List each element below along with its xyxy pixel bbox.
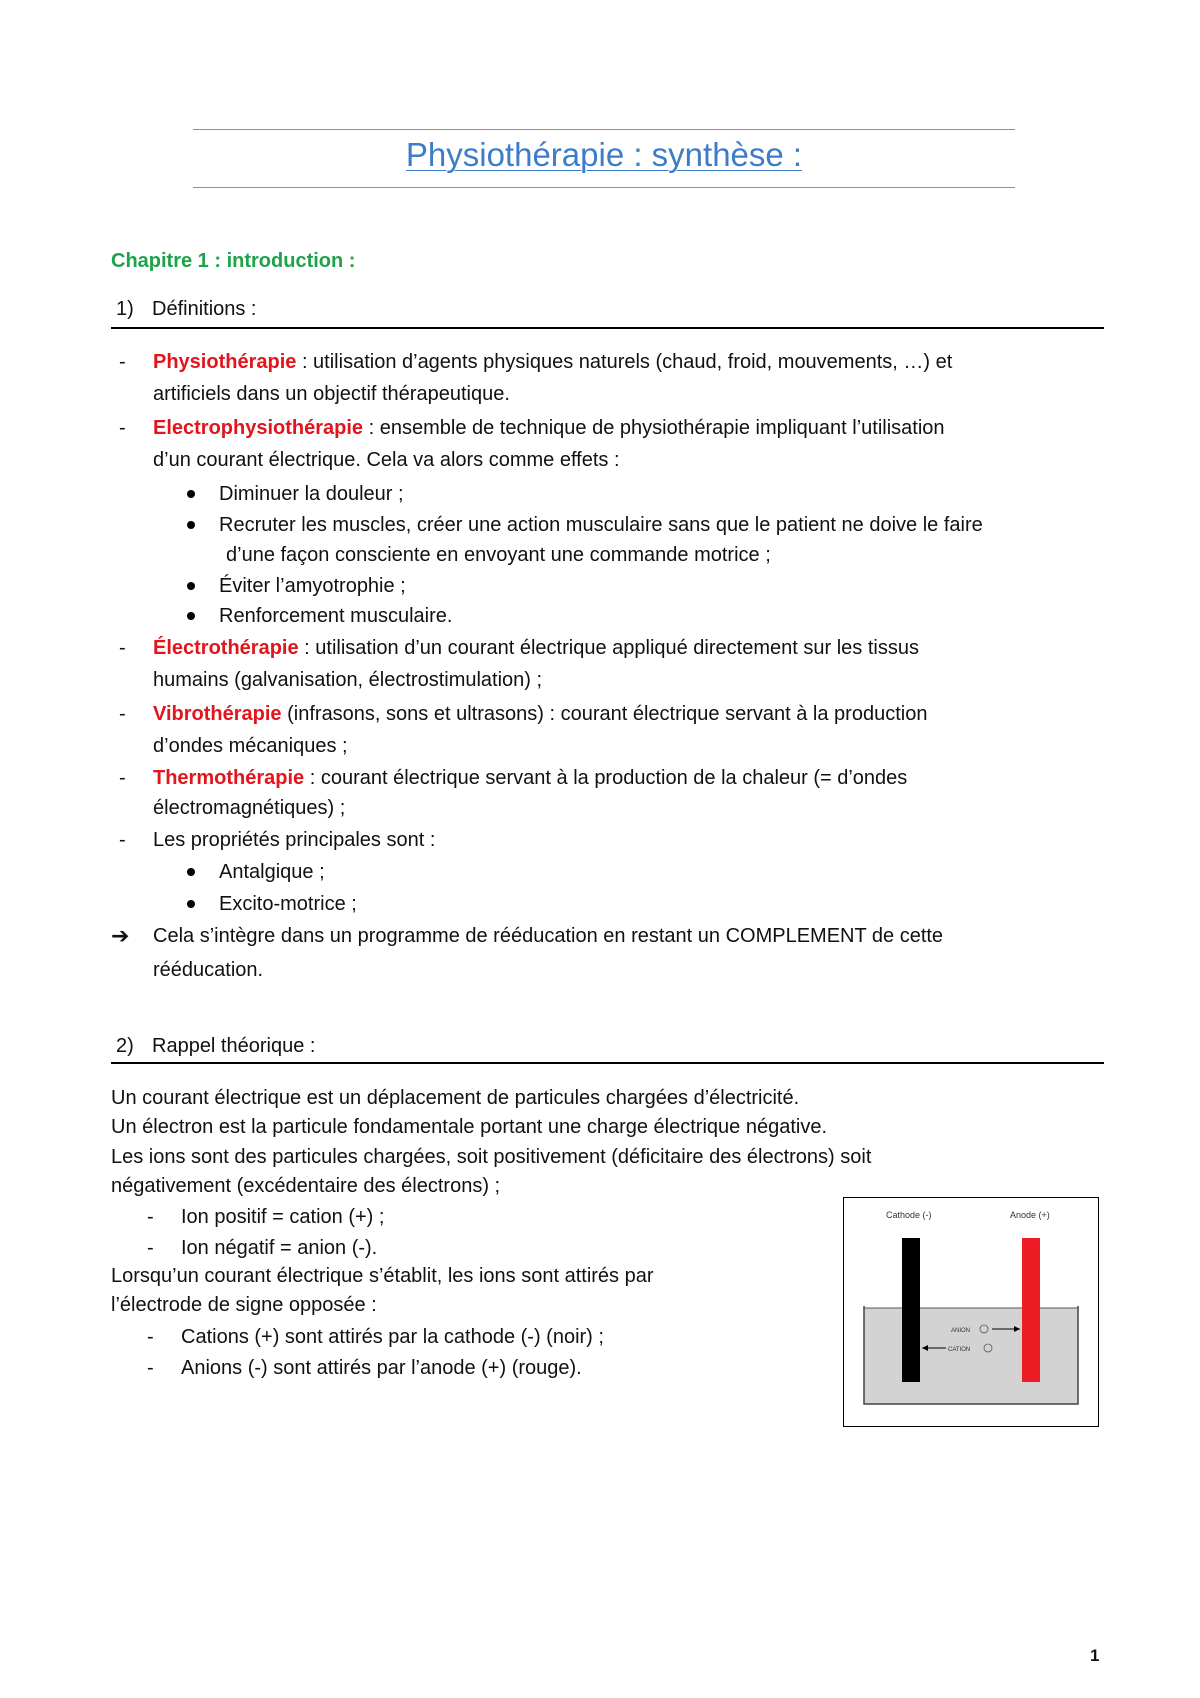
definition-text: : ensemble de technique de physiothérapie impliquant l’utilisation [363, 417, 945, 439]
definition-text: d’un courant électrique. Cela va alors comme effets : [153, 449, 620, 471]
theory-paragraph: Un courant électrique est un déplacement de particules chargées d’électricité. [111, 1087, 800, 1109]
title-rule-bottom [193, 187, 1015, 188]
definition-text: (infrasons, sons et ultrasons) : courant électrique servant à la production [281, 703, 928, 725]
conclusion-text: Cela s’intègre dans un programme de rééducation en restant un COMPLEMENT de cette [153, 925, 944, 947]
definition-text: électromagnétiques) ; [153, 797, 346, 819]
list-dash: - [147, 1357, 154, 1379]
effect-item: Éviter l’amyotrophie ; [219, 575, 406, 597]
section-number: 2) [116, 1035, 134, 1057]
definition-text: : utilisation d’agents physiques naturels (chaud, froid, mouvements, …) et [296, 351, 953, 373]
term-thermotherapie: Thermothérapie [153, 767, 305, 789]
definition-electrophysiotherapie [153, 416, 945, 440]
effect-item: Recruter les muscles, créer une action musculaire sans que le patient ne doive le faire [219, 514, 983, 536]
section-label: Définitions : [152, 298, 257, 320]
right-arrow-icon: ➔ [111, 923, 130, 948]
definition-electrotherapie [153, 636, 919, 660]
section-rule [111, 327, 1104, 329]
definition-text: : courant électrique servant à la production de la chaleur (= d’ondes [304, 767, 908, 789]
anode-electrode [1022, 1238, 1040, 1382]
term-vibrotherapie: Vibrothérapie [153, 703, 282, 725]
bullet-icon [187, 490, 195, 498]
definition-vibrotherapie [153, 702, 927, 726]
list-dash: - [147, 1237, 154, 1259]
definition-thermotherapie [153, 766, 907, 790]
title-rule-top [193, 129, 1015, 130]
list-dash: - [147, 1326, 154, 1348]
property-item: Antalgique ; [219, 861, 325, 883]
attraction-item: Anions (-) sont attirés par l’anode (+) (rouge). [181, 1357, 582, 1379]
bullet-icon [187, 612, 195, 620]
theory-paragraph: Les ions sont des particules chargées, soit positivement (déficitaire des électrons) soit [111, 1146, 872, 1168]
term-electrophysiotherapie: Electrophysiothérapie [153, 417, 364, 439]
page-title: Physiothérapie : synthèse : [405, 136, 803, 173]
properties-intro: Les propriétés principales sont : [153, 829, 436, 851]
definition-physiotherapie [153, 350, 952, 374]
list-dash: - [119, 417, 126, 439]
attraction-item: Cations (+) sont attirés par la cathode (-) (noir) ; [181, 1326, 604, 1348]
electrolysis-figure [843, 1197, 1099, 1427]
term-physiotherapie: Physiothérapie [153, 351, 297, 373]
bullet-icon [187, 868, 195, 876]
electrolysis-diagram [844, 1198, 1098, 1426]
property-item: Excito-motrice ; [219, 893, 357, 915]
effect-item: Diminuer la douleur ; [219, 483, 404, 505]
cathode-electrode [902, 1238, 920, 1382]
electrolyte-liquid [864, 1308, 1078, 1404]
cation-label: CATION [948, 1347, 971, 1353]
theory-paragraph: négativement (excédentaire des électrons) ; [111, 1175, 501, 1197]
anode-label: Anode (+) [1010, 1210, 1050, 1220]
list-dash: - [119, 767, 126, 789]
bullet-icon [187, 582, 195, 590]
page-number: 1 [1090, 1646, 1100, 1665]
ion-item: Ion positif = cation (+) ; [181, 1206, 385, 1228]
effect-item-continuation: d’une façon consciente en envoyant une commande motrice ; [226, 544, 771, 566]
ion-item: Ion négatif = anion (-). [181, 1237, 378, 1259]
bullet-icon [187, 521, 195, 529]
conclusion-text: rééducation. [153, 959, 264, 981]
list-dash: - [147, 1206, 154, 1228]
definition-text: artificiels dans un objectif thérapeutique. [153, 383, 510, 405]
bullet-icon [187, 900, 195, 908]
definition-text: : utilisation d’un courant électrique appliqué directement sur les tissus [298, 637, 919, 659]
chapter-heading: Chapitre 1 : introduction : [111, 250, 356, 272]
list-dash: - [119, 829, 126, 851]
anion-label: ANION [951, 1328, 971, 1334]
list-dash: - [119, 351, 126, 373]
section-label: Rappel théorique : [152, 1035, 316, 1057]
term-electrotherapie: Électrothérapie [153, 637, 299, 659]
list-dash: - [119, 637, 126, 659]
section-number: 1) [116, 298, 134, 320]
list-dash: - [119, 703, 126, 725]
theory-paragraph: Un électron est la particule fondamentale portant une charge électrique négative. [111, 1116, 828, 1138]
definition-text: d’ondes mécaniques ; [153, 735, 348, 757]
theory-paragraph: l’électrode de signe opposée : [111, 1294, 377, 1316]
definition-text: humains (galvanisation, électrostimulation) ; [153, 669, 543, 691]
effect-item: Renforcement musculaire. [219, 605, 453, 627]
theory-paragraph: Lorsqu’un courant électrique s’établit, les ions sont attirés par [111, 1265, 654, 1287]
cathode-label: Cathode (-) [886, 1210, 932, 1220]
section-rule [111, 1062, 1104, 1064]
